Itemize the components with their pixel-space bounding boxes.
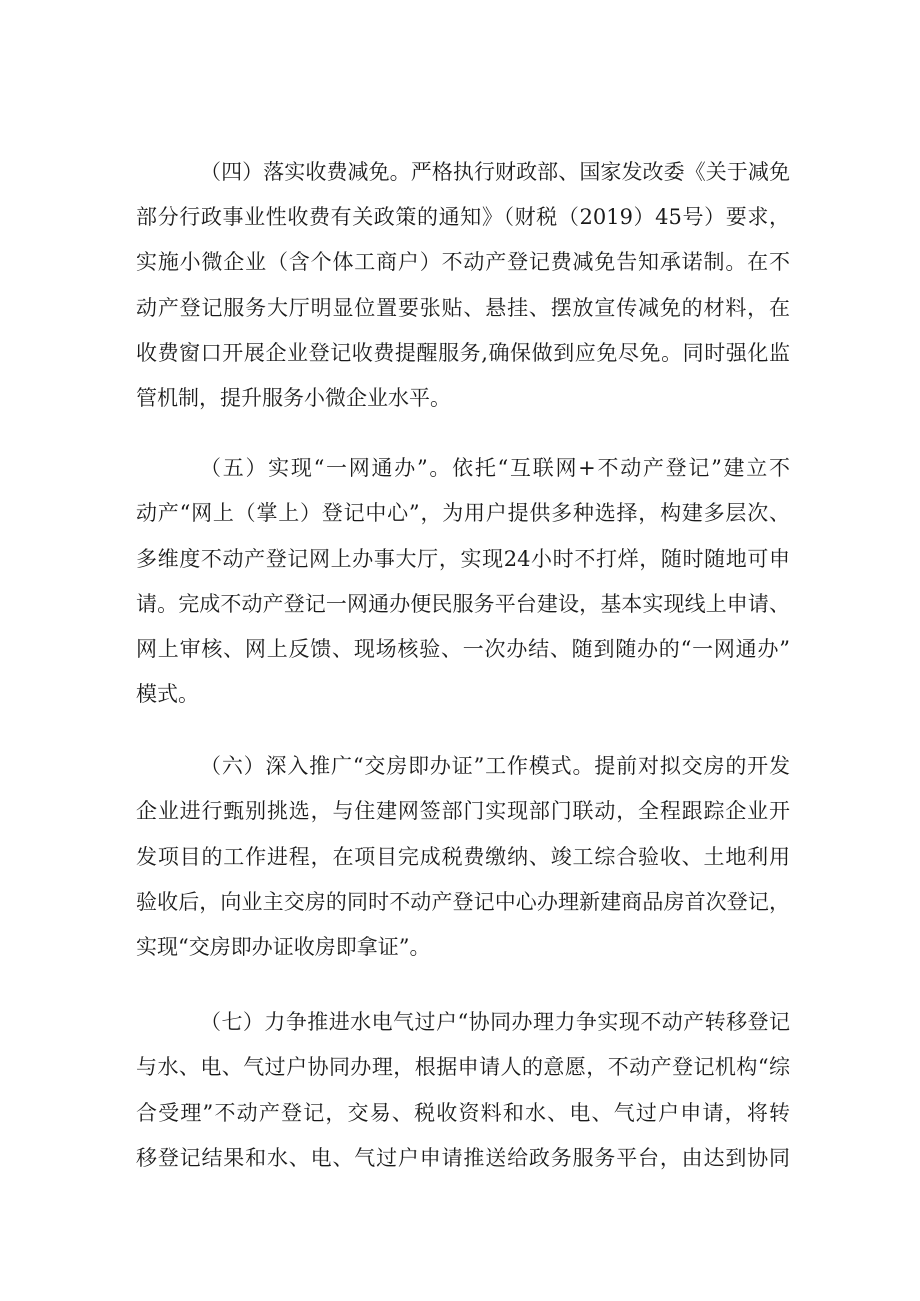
text-line: 收费窗口开展企业登记收费提醒服务,确保做到应免尽免。同时强化监	[136, 340, 790, 365]
text-line: 与水、电、气过户协同办理，根据申请人的意愿，不动产登记机构“综	[136, 1055, 790, 1080]
paragraph-fee-reduction	[136, 150, 790, 421]
text-line: （七）力争推进水电气过户“协同办理力争实现不动产转移登记	[200, 1010, 790, 1035]
text-line: 移登记结果和水、电、气过户申请推送给政务服务平台，由达到协同	[136, 1145, 790, 1170]
paragraph-handover-certificate	[136, 744, 790, 970]
text-line: 合受理”不动产登记，交易、税收资料和水、电、气过户申请，将转	[136, 1100, 790, 1125]
text-line: 验收后，向业主交房的同时不动产登记中心办理新建商品房首次登记，	[136, 889, 790, 914]
text-line: 请。完成不动产登记一网通办便民服务平台建设，基本实现线上申请、	[136, 591, 790, 616]
text-line: 部分行政事业性收费有关政策的通知》（财税（2019）45号）要求，	[136, 205, 790, 230]
paragraph-utility-transfer	[136, 1000, 790, 1181]
paragraph-one-network	[136, 446, 790, 717]
text-line: 管机制，提升服务小微企业水平。	[136, 385, 451, 410]
text-line: （六）深入推广“交房即办证”工作模式。提前对拟交房的开发	[200, 754, 790, 779]
text-line: （五）实现“一网通办”。依托“互联网+不动产登记”建立不	[200, 456, 790, 481]
text-line: 实施小微企业（含个体工商户）不动产登记费减免告知承诺制。在不	[136, 250, 790, 275]
text-line: 动产登记服务大厅明显位置要张贴、悬挂、摆放宣传减免的材料，在	[136, 295, 790, 320]
text-line: 网上审核、网上反馈、现场核验、一次办结、随到随办的“一网通办”	[136, 636, 790, 661]
text-line: 动产“网上（掌上）登记中心”，为用户提供多种选择，构建多层次、	[136, 501, 790, 526]
text-line: 实现“交房即办证收房即拿证”。	[136, 935, 431, 959]
text-line: 模式。	[136, 682, 199, 707]
text-line: （四）落实收费减免。严格执行财政部、国家发改委《关于减免	[200, 160, 790, 184]
text-line: 多维度不动产登记网上办事大厅，实现24小时不打烊，随时随地可申	[136, 546, 790, 571]
document-body	[136, 150, 790, 1181]
text-line: 发项目的工作进程，在项目完成税费缴纳、竣工综合验收、土地利用	[136, 844, 790, 869]
text-line: 企业进行甄别挑选，与住建网签部门实现部门联动，全程跟踪企业开	[136, 799, 790, 824]
